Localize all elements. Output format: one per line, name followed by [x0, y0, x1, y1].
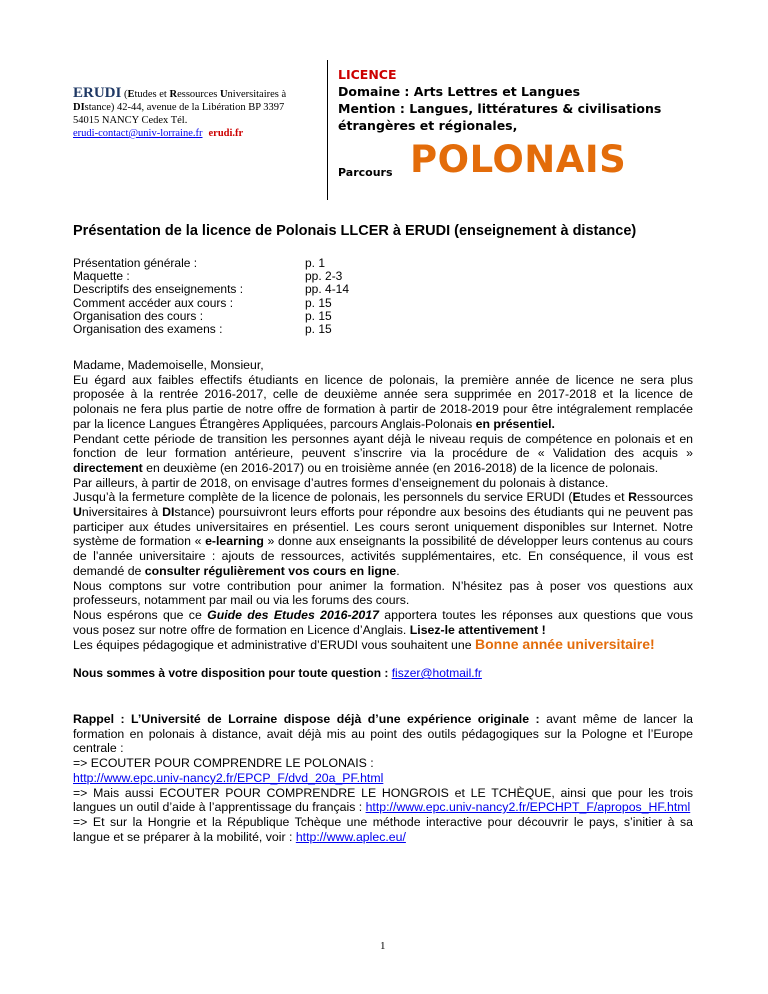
toc-page: pp. 4-14 — [305, 282, 350, 297]
org-letter: DI — [73, 102, 85, 113]
paragraph — [73, 608, 693, 637]
rappel-heading: Rappel : L’Université de Lorraine dispose déjà d’une expérience originale : — [73, 712, 540, 726]
text: => Et sur la Hongrie et la République Tchèque une méthode interactive pour découvrir le pays, s’initier à sa langue et se préparer à la mobilité, voir : — [73, 814, 693, 844]
page-title: Présentation de la licence de Polonais LLCER à ERUDI (enseignement à distance) — [73, 223, 637, 239]
emphasis: en présentiel. — [475, 416, 555, 431]
mention-line-1: Mention : Langues, littératures & civilisations — [338, 101, 662, 116]
wishes: Bonne année universitaire! — [474, 636, 655, 653]
toc-page: p. 1 — [305, 256, 326, 270]
toc-page: pp. 2-3 — [305, 269, 343, 284]
guide-title: Guide des Etudes 2016-2017 — [207, 607, 379, 622]
text: » donne aux enseignants la possibilité de développer leurs contenus au cours de l’année universitaire : ajouts de ressources, activités supplémentaires, etc. En conséquence, il vous est demandé de — [73, 534, 693, 578]
letter-body — [73, 358, 693, 653]
paragraph — [73, 712, 693, 756]
contact-line — [73, 666, 482, 680]
org-expansion: tudes et — [134, 89, 170, 100]
licence-label: LICENCE — [338, 67, 397, 82]
org-site[interactable]: erudi.fr — [208, 128, 244, 139]
text: Jusqu’à la fermeture complète de la licence de polonais, les personnels du service ERUDI ( — [73, 490, 573, 505]
org-expansion: essources — [177, 89, 220, 100]
emphasis: consulter régulièrement vos cours en ligne — [144, 563, 397, 578]
parcours-label: Parcours — [338, 166, 393, 179]
text: . — [396, 563, 400, 578]
toc-label: Organisation des examens : — [73, 322, 223, 337]
link-aplec[interactable]: http://www.aplec.eu/ — [295, 829, 406, 844]
page-number: 1 — [380, 940, 386, 952]
toc-row — [73, 323, 349, 336]
text: => Mais aussi ECOUTER POUR COMPRENDRE LE HONGROIS et LE TCHÈQUE, ainsi que pour les trois langues un outil d’aide à l’apprentissage du français : — [73, 785, 693, 815]
text: essources — [636, 490, 694, 505]
degree-block — [338, 66, 738, 134]
paragraph — [73, 373, 693, 432]
toc-label: Comment accéder aux cours : — [73, 295, 234, 310]
paragraph: Nous comptons sur votre contribution pour animer la formation. N’hésitez pas à poser vos questions aux professeurs, notamment par mail ou via les forums des cours. — [73, 578, 693, 608]
text: stance) poursuivront leurs efforts pour répondre aux besoins des étudiants qui ne peuvent pas participer aux études universitaires en présentiel. Les cours seront uniquement disponibles sur Internet. Notre système de formation « — [73, 505, 693, 549]
org-letter: U — [219, 89, 228, 100]
org-expansion: ( — [121, 89, 128, 100]
list-item — [73, 771, 693, 786]
link-polonais[interactable]: http://www.epc.univ-nancy2.fr/EPCP_F/dvd_20a_PF.html — [73, 770, 384, 785]
org-letter: R — [169, 89, 178, 100]
text: Les équipes pédagogique et administrative d’ERUDI vous souhaitent une — [73, 638, 475, 653]
toc-row — [73, 297, 349, 310]
greeting: Madame, Mademoiselle, Monsieur, — [73, 358, 264, 372]
emphasis: E — [572, 490, 581, 505]
list-item — [73, 786, 693, 815]
list-item: => ECOUTER POUR COMPRENDRE LE POLONAIS : — [73, 756, 374, 771]
contact-label: Nous sommes à votre disposition pour toute question : — [73, 666, 392, 680]
text: tudes et — [580, 490, 629, 505]
text: niversitaires à — [81, 505, 163, 520]
toc-label: Organisation des cours : — [73, 308, 204, 323]
link-hongrois-tcheque[interactable]: http://www.epc.univ-nancy2.fr/EPCHPT_F/apropos_HF.html — [365, 800, 691, 815]
emphasis: DI — [162, 505, 175, 520]
emphasis: Lisez-le attentivement ! — [409, 622, 546, 637]
toc-label: Présentation générale : — [73, 256, 198, 270]
toc-page: p. 15 — [305, 295, 332, 310]
paragraph — [73, 432, 693, 476]
paragraph — [73, 637, 693, 653]
toc-label: Maquette : — [73, 269, 130, 284]
text: Eu égard aux faibles effectifs étudiants en licence de polonais, la première année de licence ne sera plus proposée à la rentrée 2016-2017, celle de deuxième année sera supprimée en 2017-2018 et la licence de polonais ne fera plus partie de notre offre de formation à partir de 2018-2019 pour être intégralement remplacée par la licence Langues Étrangères Appliquées, parcours Anglais-Polonais — [73, 372, 693, 431]
org-email-link[interactable]: erudi-contact@univ-lorraine.fr — [73, 128, 203, 139]
mention-line-2: étrangères et régionales, — [338, 118, 518, 133]
emphasis: U — [73, 505, 82, 520]
toc-label: Descriptifs des enseignements : — [73, 282, 244, 297]
contact-email-link[interactable]: fiszer@hotmail.fr — [391, 666, 482, 680]
paragraph: Par ailleurs, à partir de 2018, on envisage d’autres formes d’enseignement du polonais à distance. — [73, 475, 609, 490]
text: Nous espérons que ce — [73, 607, 208, 622]
emphasis: directement — [73, 460, 143, 475]
list-item — [73, 815, 693, 844]
paragraph — [73, 490, 693, 578]
org-letter: E — [127, 89, 135, 100]
org-city: 54015 NANCY Cedex Tél. — [73, 115, 188, 126]
toc-page: p. 15 — [305, 308, 332, 323]
emphasis: e-learning — [205, 534, 264, 549]
organization-block — [73, 87, 313, 140]
parcours-name: POLONAIS — [410, 138, 627, 181]
text: apportera toutes les réponses aux questions que vous vous posez sur notre offre de formation en Licence d’Anglais. — [73, 607, 693, 637]
text: Pendant cette période de transition les personnes ayant déjà le niveau requis de compétence en polonais et en fonction de leur formation antérieure, peuvent s’inscrire via la procédure de « Validation des acquis » — [73, 431, 693, 461]
text: avant même de lancer la formation en polonais à distance, avait déjà mis au point des outils pédagogiques sur la Pologne et l’Europe centrale : — [73, 712, 693, 756]
emphasis: R — [628, 490, 637, 505]
org-address: stance) 42-44, avenue de la Libération BP 3397 — [84, 102, 285, 113]
domaine: Domaine : Arts Lettres et Langues — [338, 84, 581, 99]
rappel-section — [73, 712, 693, 844]
table-of-contents — [73, 257, 349, 336]
org-expansion: niversitaires à — [227, 89, 287, 100]
toc-row — [73, 283, 349, 296]
organization-name: ERUDI — [73, 85, 122, 101]
header-divider — [327, 60, 328, 200]
toc-page: p. 15 — [305, 322, 332, 337]
text: en deuxième (en 2016-2017) ou en troisième année (en 2016-2018) de la licence de polonais. — [142, 460, 659, 475]
